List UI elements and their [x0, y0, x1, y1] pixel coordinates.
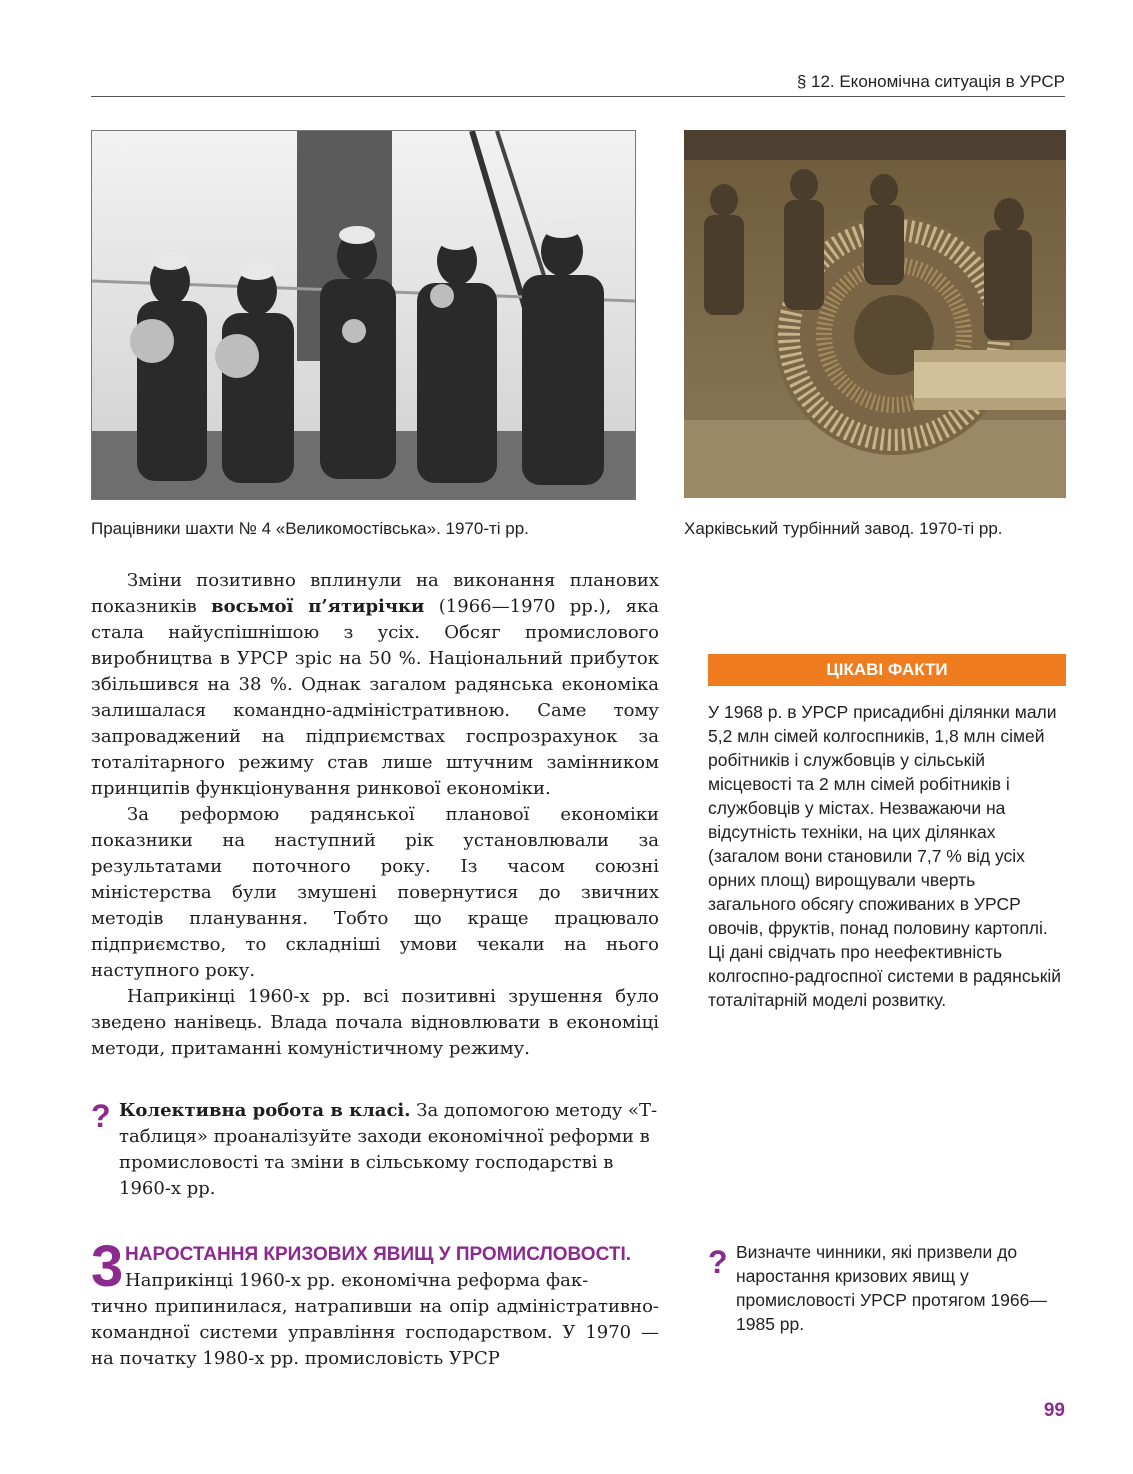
section-number: 3 — [91, 1234, 124, 1299]
paragraph-1-start: Зміни позитивно вплинули на виконання планових показників — [91, 570, 659, 617]
paragraph-1-term: восьмої п’ятирічки — [211, 596, 425, 617]
class-task-text — [119, 1098, 659, 1202]
section-3 — [91, 1234, 659, 1372]
miners-photo-caption: Працівники шахти № 4 «Великомостівська». 1970-ті рр. — [91, 519, 529, 538]
section-text — [91, 1268, 659, 1372]
paragraph-1-end: (1966—1970 рр.), яка стала найуспішнішою з усіх. Обсяг промислового виробництва в УРСР зріс на 50 %. Національний прибуток збільшився на 38 %. Однак загалом радянська економіка залишалася командно-адміністративною. Саме тому запроваджений на підприємствах госпрозрахунок за тоталітарного режиму став лише штучним замінником принципів функціонування ринкової економіки. — [91, 596, 659, 799]
class-task — [91, 1098, 659, 1202]
facts-text: У 1968 р. в УРСР присадибні ділянки мали 5,2 млн сімей колгоспників, 1,8 млн сімей робітників і службовців у сільській місцевості та 2 млн сімей робітників і службовців у містах. Незважаючи на відсутність техніки, на цих ділянках (загалом вони становили 7,7 % від усіх орних площ) вирощували чверть загального обсягу споживаних в УРСР овочів, фруктів, понад половину картоплі. Ці дані свідчать про неефективність колгоспно-радгоспної системи в радянській тоталітарній моделі розвитку. — [708, 702, 1062, 1010]
header-rule — [91, 96, 1065, 97]
paragraph-3: Наприкінці 1960-х рр. всі позитивні зрушення було зведено нанівець. Влада почала відновлювати в економіці методи, притаманні комуністичному режиму. — [91, 986, 659, 1059]
question-mark-icon: ? — [91, 1098, 111, 1134]
class-task-body: За допомогою методу «Т-таблиця» проаналізуйте заходи економічної реформи в промисловості та зміни в сільському господарстві в 1960-х рр. — [119, 1100, 658, 1199]
side-question — [708, 1240, 1066, 1336]
page-number: 99 — [1043, 1400, 1065, 1421]
running-head: § 12. Економічна ситуація в УРСР — [796, 72, 1065, 91]
facts-header: ЦІКАВІ ФАКТИ — [708, 654, 1066, 686]
question-mark-icon: ? — [708, 1244, 728, 1280]
paragraph-2: За реформою радянської планової економіки показники на наступний рік установлювали за результатами поточного року. Із часом союзні міністерства були змушені повернутися до звичних методів планування. Тобто що краще працювало підприємство, то складніші умови чекали на нього наступного року. — [91, 804, 659, 981]
section-text-first-line: Наприкінці 1960-х рр. економічна реформа фак- — [125, 1270, 589, 1291]
section-text-rest: тично припинилася, натрапивши на опір адміністративно-командної системи управління господарством. У 1970 — на початку 1980-х рр. промисловість УРСР — [91, 1296, 659, 1369]
side-question-text: Визначте чинники, які призвели до наростання кризових явищ у промисловості УРСР протягом 1966—1985 рр. — [736, 1242, 1047, 1334]
paragraph-1 — [91, 568, 659, 802]
turbine-factory-photo — [684, 130, 1066, 498]
miners-photo — [91, 130, 636, 500]
class-task-label: Колективна робота в класі. — [119, 1100, 411, 1121]
section-title: НАРОСТАННЯ КРИЗОВИХ ЯВИЩ У ПРОМИСЛОВОСТІ. — [125, 1244, 631, 1265]
main-text — [91, 568, 659, 1062]
turbine-photo-caption: Харківський турбінний завод. 1970-ті рр. — [684, 519, 1003, 538]
